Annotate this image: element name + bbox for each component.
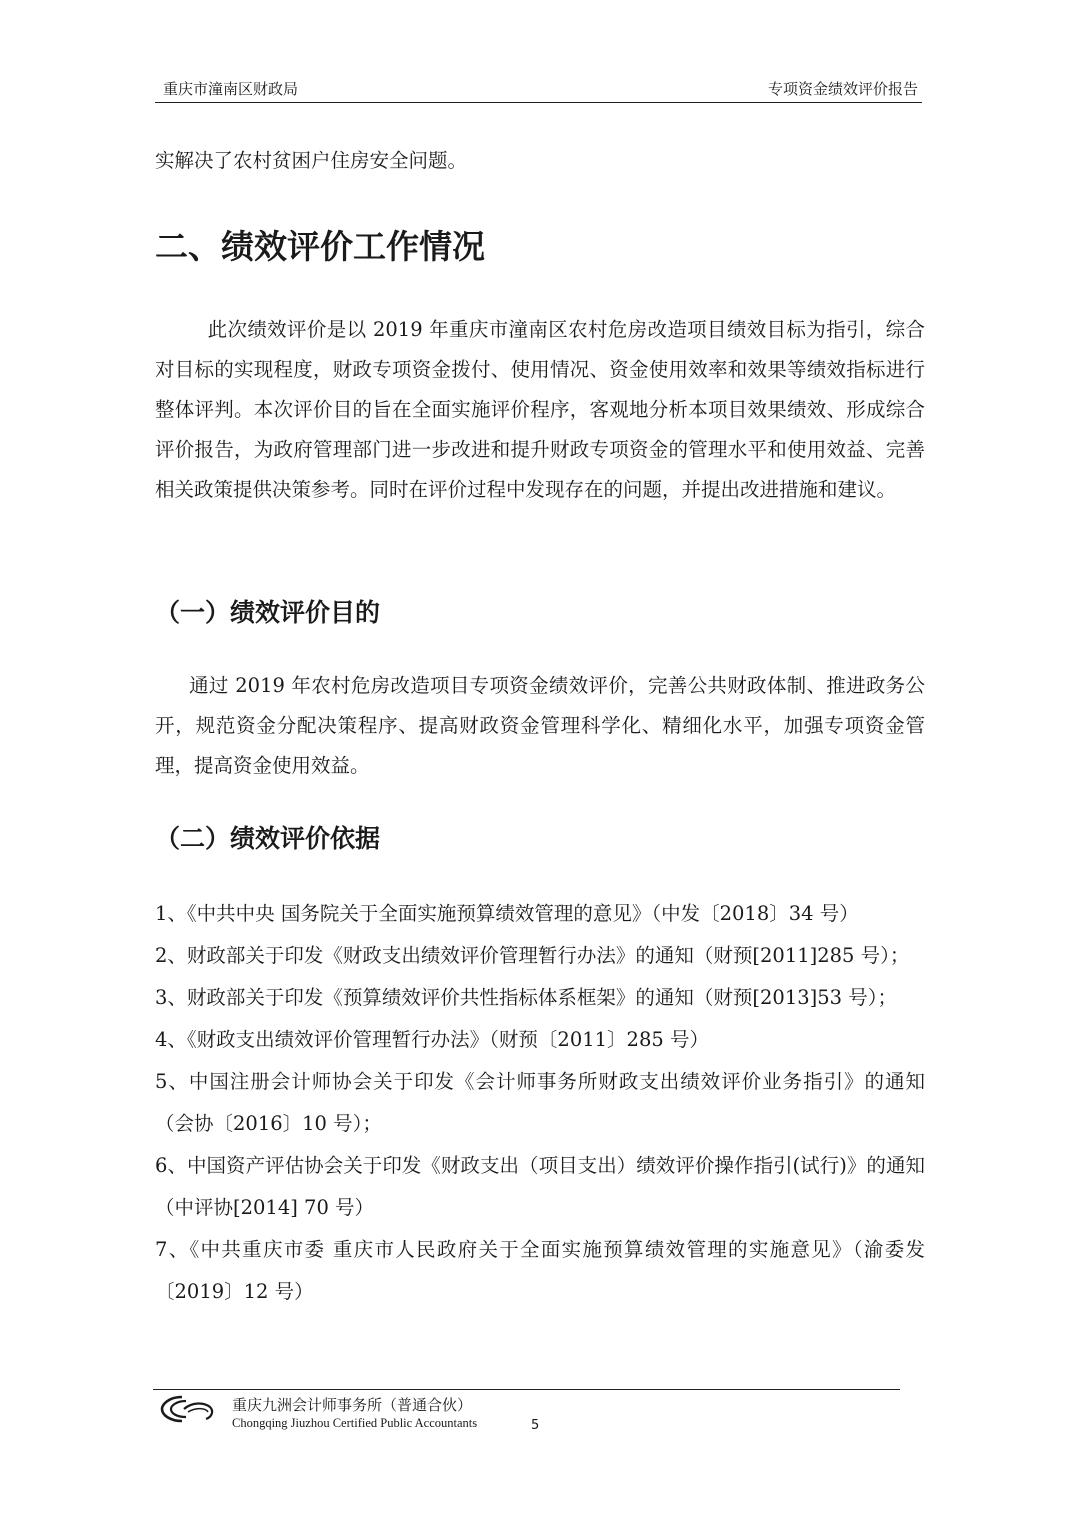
header-right-text: 专项资金绩效评价报告 <box>767 80 918 98</box>
page-header <box>155 76 922 103</box>
list-item: 2、财政部关于印发《财政支出绩效评价管理暂行办法》的通知（财预[2011]285 号）； <box>155 944 910 967</box>
page-number: 5 <box>531 1418 540 1433</box>
footer-firm-en: Chongqing Jiuzhou Certified Public Accountants <box>232 1416 478 1430</box>
list-item: 6、中国资产评估协会关于印发《财政支出（项目支出）绩效评价操作指引(试行)》的通知（中评协[2014] 70 号） <box>155 1154 925 1219</box>
footer-firm-cn: 重庆九洲会计师事务所（普通合伙） <box>232 1396 473 1414</box>
section-body: 此次绩效评价是以 2019 年重庆市潼南区农村危房改造项目绩效目标为指引，综合对目标的实现程度，财政专项资金拨付、使用情况、资金使用效率和效果等绩效指标进行整体评判。本次评价目的旨在全面实施评价程序，客观地分析本项目效果绩效、形成综合评价报告，为政府管理部门进一步改进和提升财政专项资金的管理水平和使用效益、完善相关政策提供决策参考。同时在评价过程中发现存在的问题，并提出改进措施和建议。 <box>155 318 925 501</box>
list-item: 4、《财政支出绩效评价管理暂行办法》（财预〔2011〕285 号） <box>155 1028 709 1051</box>
basis-list <box>155 893 925 1313</box>
jiuzhou-logo-icon <box>160 1393 222 1425</box>
subsection2-title: （二）绩效评价依据 <box>155 824 381 853</box>
list-item: 1、《中共中央 国务院关于全面实施预算绩效管理的意见》（中发〔2018〕34 号） <box>155 902 859 925</box>
header-left-text: 重庆市潼南区财政局 <box>163 80 299 98</box>
footer-divider <box>153 1389 900 1390</box>
intro-continuation: 实解决了农村贫困户住房安全问题。 <box>155 149 468 172</box>
list-item: 3、财政部关于印发《预算绩效评价共性指标体系框架》的通知（财预[2013]53 号）； <box>155 986 898 1009</box>
subsection1-body: 通过 2019 年农村危房改造项目专项资金绩效评价，完善公共财政体制、推进政务公开，规范资金分配决策程序、提高财政资金管理科学化、精细化水平，加强专项资金管理，提高资金使用效益。 <box>155 674 925 777</box>
section-title: 二、绩效评价工作情况 <box>155 227 485 266</box>
subsection1-title: （一）绩效评价目的 <box>155 598 381 627</box>
list-item: 5、中国注册会计师协会关于印发《会计师事务所财政支出绩效评价业务指引》的通知（会协〔2016〕10 号）； <box>155 1070 925 1135</box>
list-item: 7、《中共重庆市委 重庆市人民政府关于全面实施预算绩效管理的实施意见》（渝委发〔2019〕12 号） <box>155 1238 925 1303</box>
